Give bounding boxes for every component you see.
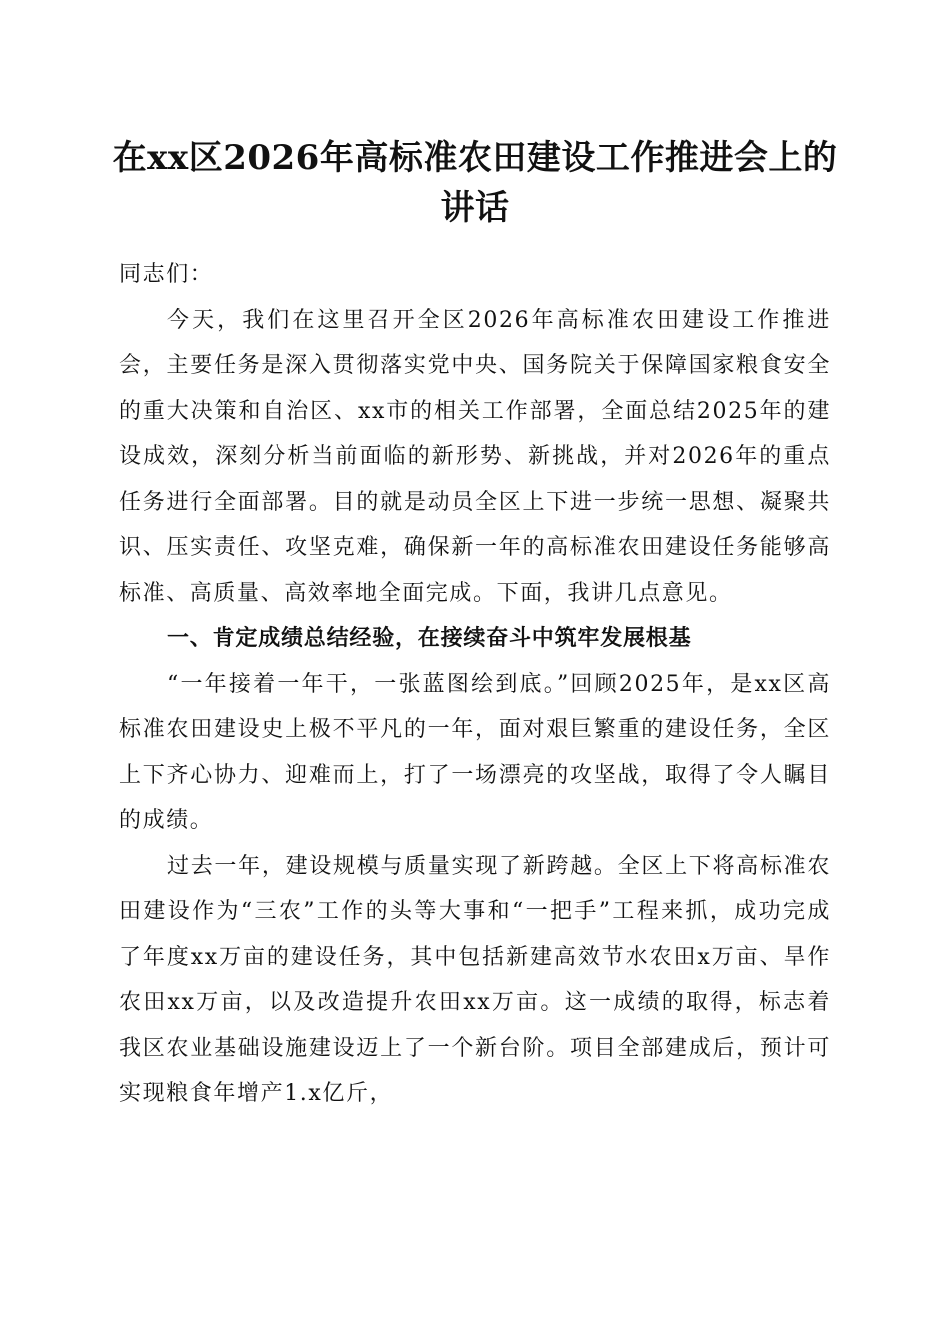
document-title: 在xx区2026年高标准农田建设工作推进会上的讲话 (112, 138, 838, 228)
document-body (119, 252, 831, 1117)
intro-paragraph: 今天，我们在这里召开全区2026年高标准农田建设工作推进会，主要任务是深入贯彻落实党中央、国务院关于保障国家粮食安全的重大决策和自治区、xx市的相关工作部署，全面总结2025年的建设成效，深刻分析当前面临的新形势、新挑战，并对2026年的重点任务进行全面部署。目的就是动员全区上下进一步统一思想、凝聚共识、压实责任、攻坚克难，确保新一年的高标准农田建设任务能够高标准、高质量、高效率地全面完成。下面，我讲几点意见。 (119, 307, 831, 606)
salutation: 同志们： (119, 262, 214, 287)
section-heading-1: 一、肯定成绩总结经验，在接续奋斗中筑牢发展根基 (167, 626, 692, 651)
section1-paragraph-2: 过去一年，建设规模与质量实现了新跨越。全区上下将高标准农田建设作为“三农”工作的头等大事和“一把手”工程来抓，成功完成了年度xx万亩的建设任务，其中包括新建高效节水农田x万亩、旱作农田xx万亩，以及改造提升农田xx万亩。这一成绩的取得，标志着我区农业基础设施建设迈上了一个新台阶。项目全部建成后，预计可实现粮食年增产1.x亿斤， (119, 853, 831, 1106)
section1-paragraph-1: “一年接着一年干，一张蓝图绘到底。”回顾2025年，是xx区高标准农田建设史上极不平凡的一年，面对艰巨繁重的建设任务，全区上下齐心协力、迎难而上，打了一场漂亮的攻坚战，取得了令人瞩目的成绩。 (119, 671, 831, 833)
